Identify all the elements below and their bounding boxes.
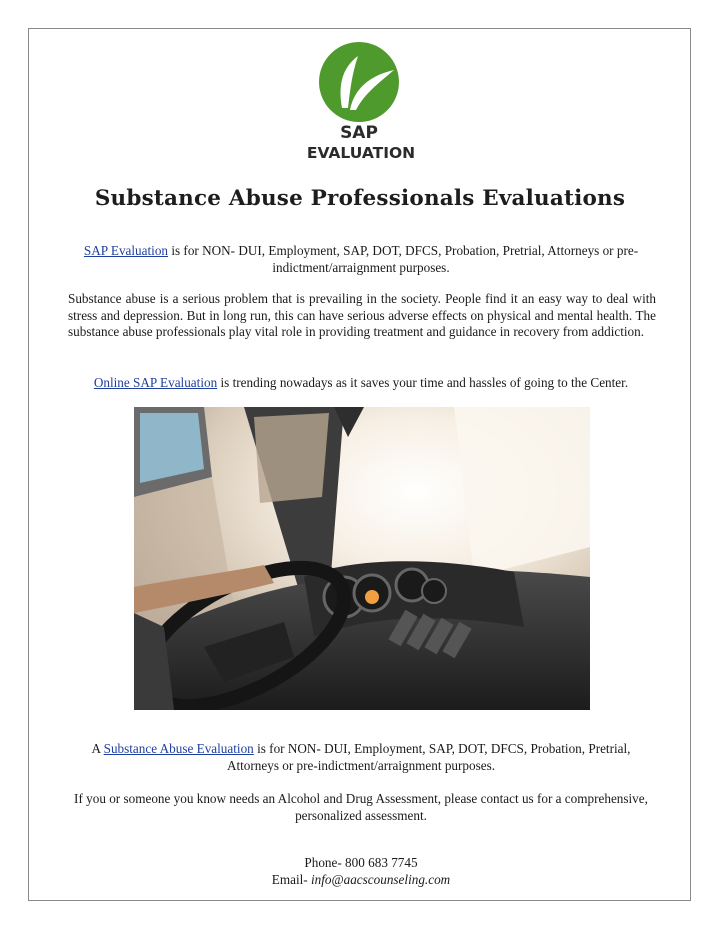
second-text: is for NON- DUI, Employment, SAP, DOT, DFCS, Probation, Pretrial, Attorneys or pre-indictment/arraignment purposes.: [226, 741, 631, 773]
contact-block: [66, 855, 656, 888]
sap-evaluation-logo: [298, 40, 426, 164]
phone-number: Phone- 800 683 7745: [304, 855, 418, 870]
body-paragraph: Substance abuse is a serious problem that is prevailing in the society. People find it an easy way to deal with stress and depression. But in long run, this can have serious adverse effects on physical and mental health. The substance abuse professionals play vital role in providing treatment and guidance in recovery from addiction.: [68, 291, 656, 339]
substance-abuse-evaluation-link[interactable]: Substance Abuse Evaluation: [103, 741, 254, 756]
second-prefix: A: [91, 741, 104, 756]
online-paragraph: [66, 375, 656, 392]
page-title: Substance Abuse Professionals Evaluations: [94, 186, 626, 211]
logo-line1: SAP: [340, 123, 378, 143]
online-text: is trending nowadays as it saves your time and hassles of going to the Center.: [217, 375, 629, 390]
contact-paragraph: If you or someone you know needs an Alcohol and Drug Assessment, please contact us for a comprehensive, personalized assessment.: [74, 791, 648, 823]
bus-driver-dashboard-photo: [134, 407, 590, 710]
logo-line2: EVALUATION: [306, 144, 416, 162]
second-paragraph: [66, 741, 656, 774]
email-address[interactable]: info@aacscounseling.com: [310, 871, 451, 887]
online-sap-evaluation-link[interactable]: Online SAP Evaluation: [93, 375, 218, 390]
intro-paragraph: [66, 243, 656, 276]
sap-evaluation-link[interactable]: SAP Evaluation: [83, 243, 169, 258]
email-label: Email-: [271, 871, 311, 887]
email-line: [66, 872, 656, 889]
intro-text: is for NON- DUI, Employment, SAP, DOT, DFCS, Probation, Pretrial, Attorneys or pre-indictment/arraignment purposes.: [168, 243, 639, 275]
